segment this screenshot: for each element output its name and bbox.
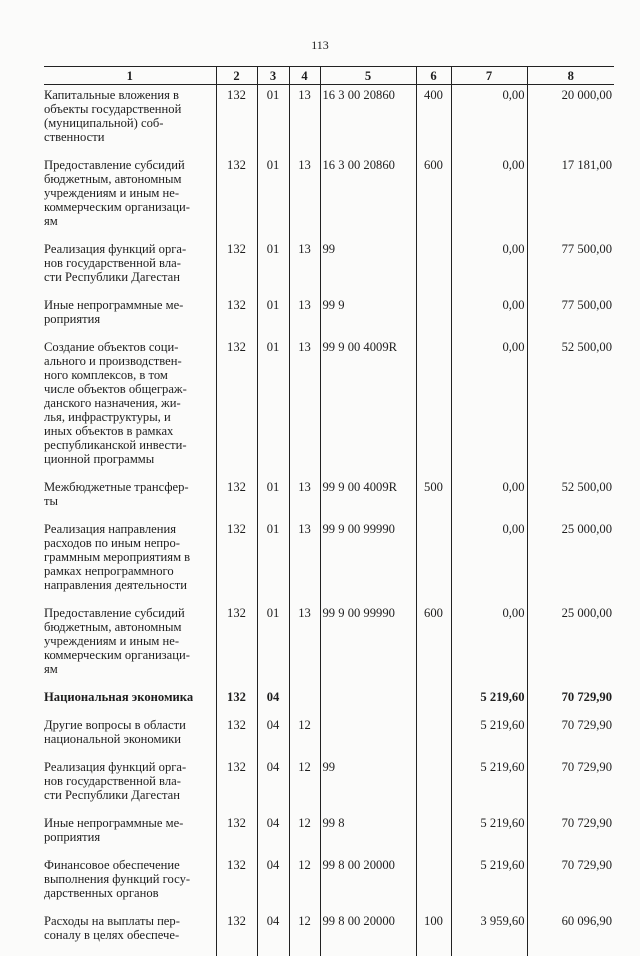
table-row [44,914,614,956]
cell-amount-col7: 0,00 [451,480,527,522]
table-row [44,340,614,480]
cell-amount-col7: 5 219,60 [451,690,527,718]
cell-amount-col8: 77 500,00 [527,242,614,298]
table-body [44,85,614,956]
cell-ministry-code: 132 [216,298,257,340]
cell-ministry-code: 132 [216,242,257,298]
table-row [44,522,614,606]
cell-target-article: 99 9 [320,298,416,340]
cell-subsection-code: 13 [289,480,320,522]
cell-expense-type: 100 [416,914,451,956]
cell-amount-col7: 5 219,60 [451,858,527,914]
cell-section-code: 01 [257,242,289,298]
cell-expense-type [416,858,451,914]
table-row [44,816,614,858]
cell-section-code: 01 [257,298,289,340]
row-name: Создание объектов соци- ального и производствен- ного комплексов, в том числе объектов общеграж- данского назначения, жи- лья, инфраструктуры, и иных объектов в рамках республиканской инвести- ционной программы [44,340,216,480]
cell-expense-type [416,718,451,760]
cell-expense-type [416,522,451,606]
cell-target-article: 99 [320,242,416,298]
cell-expense-type [416,816,451,858]
cell-amount-col8: 70 729,90 [527,760,614,816]
cell-ministry-code: 132 [216,522,257,606]
cell-amount-col8: 70 729,90 [527,858,614,914]
column-header-2: 2 [216,67,257,85]
cell-expense-type [416,760,451,816]
cell-subsection-code [289,690,320,718]
cell-amount-col7: 5 219,60 [451,718,527,760]
row-name: Другие вопросы в области национальной экономики [44,718,216,760]
cell-subsection-code: 13 [289,158,320,242]
cell-expense-type [416,690,451,718]
cell-subsection-code: 12 [289,858,320,914]
cell-section-code: 04 [257,690,289,718]
column-header-1: 1 [44,67,216,85]
cell-amount-col8: 77 500,00 [527,298,614,340]
cell-expense-type [416,340,451,480]
cell-target-article: 16 3 00 20860 [320,85,416,159]
cell-ministry-code: 132 [216,690,257,718]
table-row [44,760,614,816]
row-name: Иные непрограммные ме- роприятия [44,816,216,858]
cell-target-article: 99 [320,760,416,816]
cell-ministry-code: 132 [216,158,257,242]
cell-amount-col8: 70 729,90 [527,690,614,718]
column-header-4: 4 [289,67,320,85]
row-name: Предоставление субсидий бюджетным, автономным учреждениям и иным не- коммерческим организаци- ям [44,158,216,242]
table-row [44,242,614,298]
row-name: Реализация направления расходов по иным непро- граммным мероприятиям в рамках непрограммного направления деятельности [44,522,216,606]
cell-amount-col7: 0,00 [451,340,527,480]
cell-section-code: 01 [257,85,289,159]
cell-amount-col8: 60 096,90 [527,914,614,956]
row-name: Иные непрограммные ме- роприятия [44,298,216,340]
row-name: Финансовое обеспечение выполнения функций госу- дарственных органов [44,858,216,914]
cell-section-code: 04 [257,760,289,816]
row-name: Реализация функций орга- нов государственной вла- сти Республики Дагестан [44,242,216,298]
table-header [44,67,614,85]
page-number: 113 [0,38,640,53]
cell-ministry-code: 132 [216,858,257,914]
cell-target-article: 16 3 00 20860 [320,158,416,242]
cell-amount-col7: 5 219,60 [451,760,527,816]
cell-section-code: 04 [257,718,289,760]
column-header-7: 7 [451,67,527,85]
column-header-6: 6 [416,67,451,85]
table-row [44,298,614,340]
table-row [44,718,614,760]
row-name: Межбюджетные трансфер- ты [44,480,216,522]
cell-amount-col7: 5 219,60 [451,816,527,858]
cell-expense-type: 400 [416,85,451,159]
cell-amount-col8: 52 500,00 [527,480,614,522]
row-name: Капитальные вложения в объекты государственной (муниципальной) соб- ственности [44,85,216,159]
cell-section-code: 04 [257,858,289,914]
cell-target-article: 99 8 00 20000 [320,914,416,956]
cell-ministry-code: 132 [216,718,257,760]
column-header-8: 8 [527,67,614,85]
table-row [44,606,614,690]
cell-amount-col7: 0,00 [451,522,527,606]
cell-ministry-code: 132 [216,606,257,690]
cell-subsection-code: 13 [289,85,320,159]
cell-section-code: 01 [257,480,289,522]
cell-amount-col7: 0,00 [451,606,527,690]
cell-amount-col8: 17 181,00 [527,158,614,242]
cell-target-article: 99 9 00 4009R [320,340,416,480]
cell-section-code: 01 [257,606,289,690]
table-row [44,858,614,914]
cell-section-code: 01 [257,158,289,242]
cell-ministry-code: 132 [216,340,257,480]
cell-section-code: 04 [257,816,289,858]
cell-target-article: 99 9 00 99990 [320,606,416,690]
cell-amount-col8: 25 000,00 [527,522,614,606]
row-name: Расходы на выплаты пер- соналу в целях обеспече- [44,914,216,956]
cell-ministry-code: 132 [216,760,257,816]
cell-amount-col8: 25 000,00 [527,606,614,690]
cell-amount-col7: 0,00 [451,158,527,242]
cell-subsection-code: 12 [289,718,320,760]
budget-table [44,66,614,956]
cell-amount-col7: 0,00 [451,242,527,298]
table-row [44,85,614,159]
cell-amount-col8: 70 729,90 [527,718,614,760]
cell-expense-type [416,242,451,298]
table-row [44,158,614,242]
column-header-5: 5 [320,67,416,85]
cell-amount-col8: 52 500,00 [527,340,614,480]
cell-subsection-code: 13 [289,298,320,340]
row-name: Национальная экономика [44,690,216,718]
cell-subsection-code: 12 [289,816,320,858]
cell-expense-type: 600 [416,606,451,690]
cell-expense-type: 500 [416,480,451,522]
cell-ministry-code: 132 [216,914,257,956]
header-row [44,67,614,85]
cell-subsection-code: 12 [289,760,320,816]
cell-target-article [320,718,416,760]
cell-subsection-code: 12 [289,914,320,956]
cell-amount-col7: 0,00 [451,85,527,159]
cell-expense-type [416,298,451,340]
cell-amount-col7: 3 959,60 [451,914,527,956]
cell-amount-col7: 0,00 [451,298,527,340]
cell-target-article [320,690,416,718]
cell-section-code: 04 [257,914,289,956]
row-name: Предоставление субсидий бюджетным, автономным учреждениям и иным не- коммерческим организаци- ям [44,606,216,690]
cell-section-code: 01 [257,340,289,480]
cell-target-article: 99 9 00 4009R [320,480,416,522]
cell-subsection-code: 13 [289,522,320,606]
cell-target-article: 99 8 00 20000 [320,858,416,914]
cell-target-article: 99 9 00 99990 [320,522,416,606]
cell-amount-col8: 20 000,00 [527,85,614,159]
cell-ministry-code: 132 [216,816,257,858]
cell-subsection-code: 13 [289,340,320,480]
column-header-3: 3 [257,67,289,85]
cell-amount-col8: 70 729,90 [527,816,614,858]
cell-section-code: 01 [257,522,289,606]
cell-ministry-code: 132 [216,480,257,522]
cell-ministry-code: 132 [216,85,257,159]
row-name: Реализация функций орга- нов государственной вла- сти Республики Дагестан [44,760,216,816]
cell-subsection-code: 13 [289,606,320,690]
cell-target-article: 99 8 [320,816,416,858]
cell-expense-type: 600 [416,158,451,242]
table-row [44,690,614,718]
table-row [44,480,614,522]
cell-subsection-code: 13 [289,242,320,298]
